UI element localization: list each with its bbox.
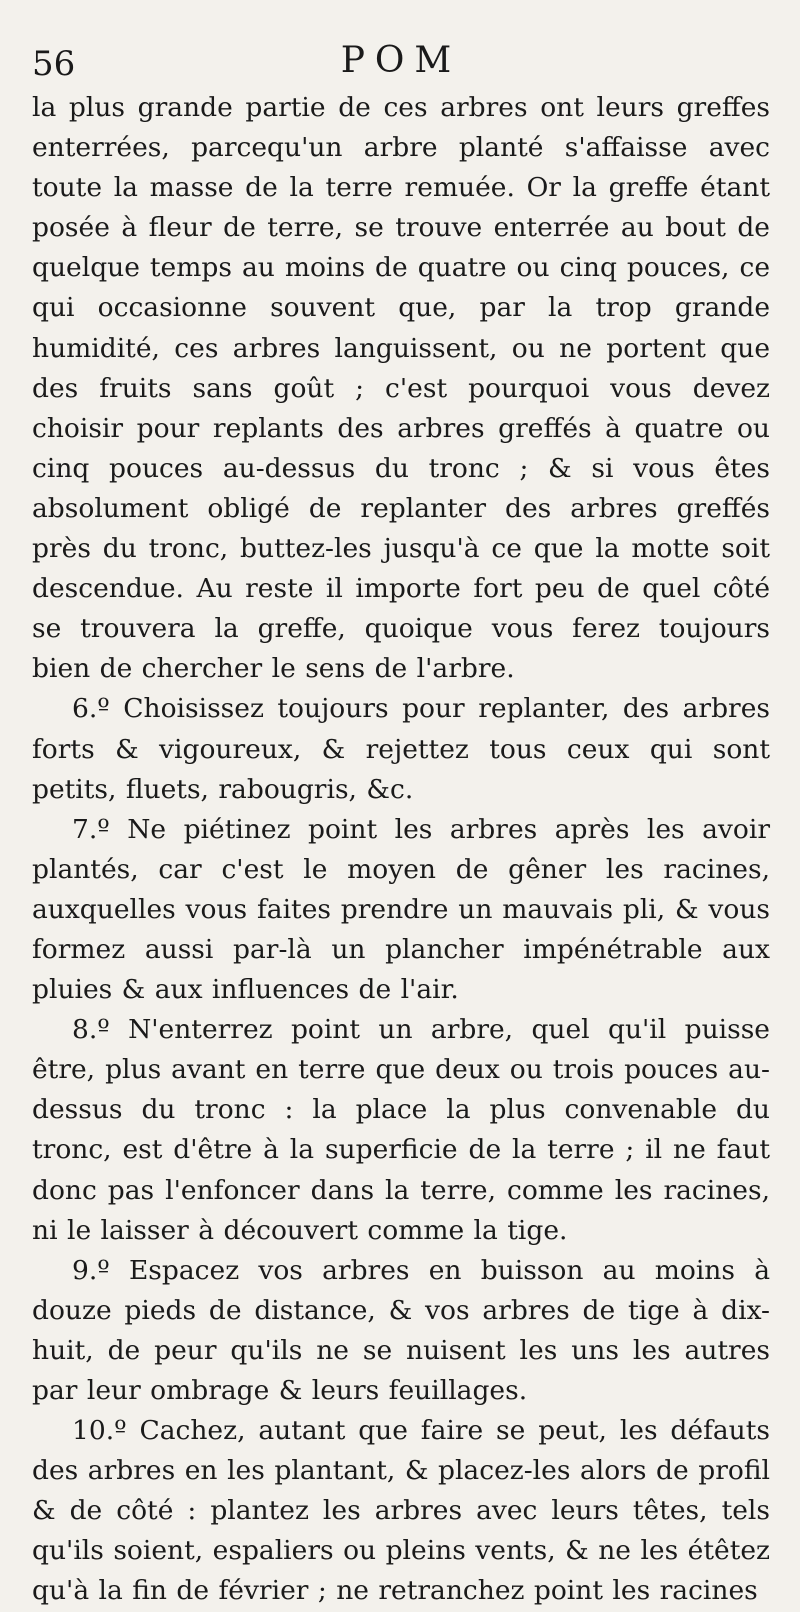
running-head [32,40,770,88]
paragraph-rule-7: 7.º Ne piétinez point les arbres après les avoir plantés, car c'est le moyen de gêner les racines, auxquelles vous faites prendre un mauvais pli, & vous formez aussi par-là un plancher impénétrable aux pluies & aux influences de l'air. [32,813,770,1006]
page-number: 56 [32,44,76,84]
paragraph-rule-8: 8.º N'enterrez point un arbre, quel qu'il puisse être, plus avant en terre que deux ou trois pouces au-dessus du tronc : la place la plus convenable du tronc, est d'être à la superficie de la terre ; il ne faut donc pas l'enfoncer dans la terre, comme les racines, ni le laisser à découvert comme la tige. [32,1014,770,1246]
body-text [32,88,770,1612]
paragraph-rule-9: 9.º Espacez vos arbres en buisson au moins à douze pieds de distance, & vos arbres de tige à dix-huit, de peur qu'ils ne se nuisent les uns les autres par leur ombrage & leurs feuillages. [32,1254,770,1406]
paragraph-continuation: la plus grande partie de ces arbres ont leurs greffes enterrées, parcequ'un arbre planté s'affaisse avec toute la masse de la terre remuée. Or la greffe étant posée à fleur de terre, se trouve enterrée au bout de quelque temps au moins de quatre ou cinq pouces, ce qui occasionne souvent que, par la trop grande humidité, ces arbres languissent, ou ne portent que des fruits sans goût ; c'est pourquoi vous devez choisir pour replants des arbres greffés à quatre ou cinq pouces au-dessus du tronc ; & si vous êtes absolument obligé de replanter des arbres greffés près du tronc, buttez-les jusqu'à ce que la motte soit descendue. Au reste il importe fort peu de quel côté se trouvera la greffe, quoique vous ferez toujours bien de chercher le sens de l'arbre. [32,92,770,685]
paragraph-rule-6: 6.º Choisissez toujours pour replanter, des arbres forts & vigoureux, & rejettez tous ceux qui sont petits, fluets, rabougris, &c. [32,693,770,805]
running-title: POM [340,40,462,81]
paragraph-rule-10: 10.º Cachez, autant que faire se peut, les défauts des arbres en les plantant, & placez-les alors de profil & de côté : plantez les arbres avec leurs têtes, tels qu'ils soient, espaliers ou pleins vents, & ne les étêtez qu'à la fin de février ; ne retranchez point les racines [32,1415,770,1607]
